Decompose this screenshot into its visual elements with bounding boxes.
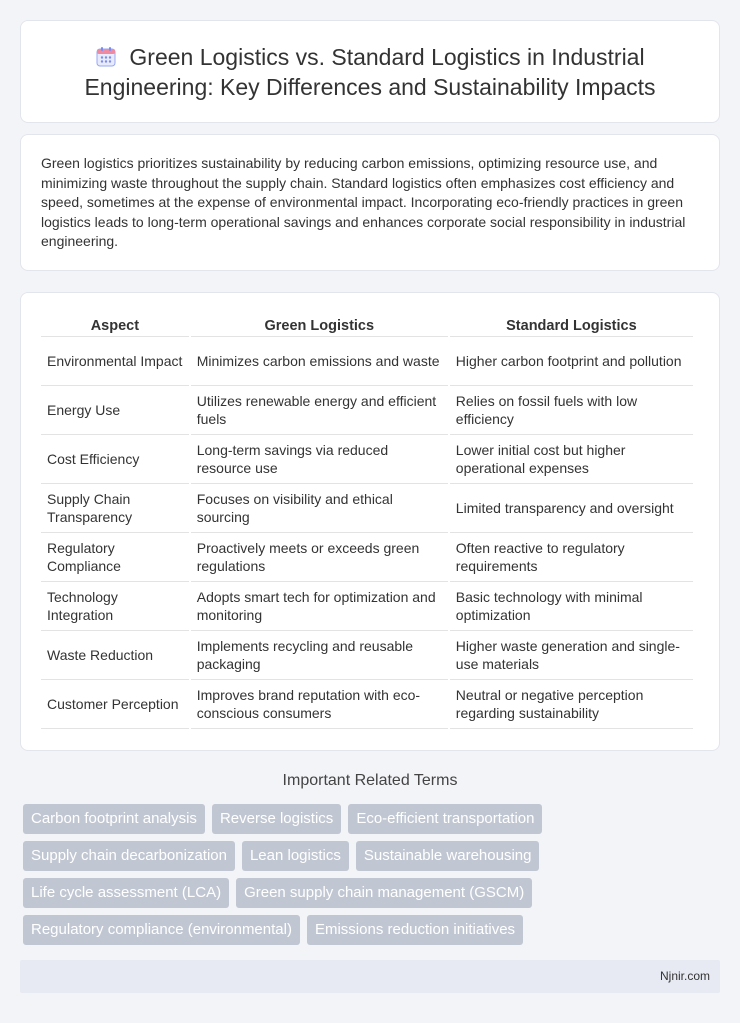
aspect-cell: Cost Efficiency <box>41 435 189 484</box>
standard-cell: Relies on fossil fuels with low efficiency <box>450 386 693 435</box>
column-header-aspect: Aspect <box>41 311 189 337</box>
table-row <box>41 533 693 582</box>
calendar-icon <box>95 45 117 67</box>
intro-paragraph: Green logistics prioritizes sustainability by reducing carbon emissions, optimizing resource use, and minimizing waste throughout the supply chain. Standard logistics often emphasizes cost efficiency and speed, sometimes at the expense of environmental impact. Incorporating eco-friendly practices in green logistics leads to long-term operational savings and enhances corporate social responsibility in industrial engineering. <box>41 155 686 249</box>
title-wrap <box>50 42 690 102</box>
green-cell: Minimizes carbon emissions and waste <box>191 337 448 386</box>
green-cell: Long-term savings via reduced resource use <box>191 435 448 484</box>
related-term-tag[interactable]: Emissions reduction initiatives <box>307 915 523 945</box>
related-terms-list <box>23 804 723 952</box>
aspect-cell: Environmental Impact <box>41 337 189 386</box>
related-term-tag[interactable]: Life cycle assessment (LCA) <box>23 878 229 908</box>
title-card <box>20 20 720 123</box>
green-cell: Implements recycling and reusable packaging <box>191 631 448 680</box>
related-term-tag[interactable]: Eco-efficient transportation <box>348 804 542 834</box>
standard-cell: Higher waste generation and single-use materials <box>450 631 693 680</box>
intro-card <box>20 134 720 271</box>
aspect-cell: Waste Reduction <box>41 631 189 680</box>
standard-cell: Often reactive to regulatory requirements <box>450 533 693 582</box>
table-row <box>41 484 693 533</box>
column-header-green: Green Logistics <box>191 311 448 337</box>
related-term-tag[interactable]: Lean logistics <box>242 841 349 871</box>
table-row <box>41 386 693 435</box>
standard-cell: Lower initial cost but higher operational expenses <box>450 435 693 484</box>
related-terms-heading: Important Related Terms <box>282 772 458 789</box>
standard-cell: Limited transparency and oversight <box>450 484 693 533</box>
footer-site-name[interactable]: Njnir.com <box>659 969 710 983</box>
table-row <box>41 680 693 729</box>
table-row <box>41 435 693 484</box>
tag-row <box>23 915 723 945</box>
comparison-table-card <box>20 292 720 751</box>
table-header-row <box>41 311 693 337</box>
green-cell: Improves brand reputation with eco-conscious consumers <box>191 680 448 729</box>
aspect-cell: Supply Chain Transparency <box>41 484 189 533</box>
aspect-cell: Technology Integration <box>41 582 189 631</box>
comparison-table <box>39 311 695 729</box>
green-cell: Adopts smart tech for optimization and monitoring <box>191 582 448 631</box>
related-term-tag[interactable]: Green supply chain management (GSCM) <box>236 878 532 908</box>
tag-row <box>23 804 723 834</box>
related-term-tag[interactable]: Carbon footprint analysis <box>23 804 205 834</box>
standard-cell: Higher carbon footprint and pollution <box>450 337 693 386</box>
related-term-tag[interactable]: Regulatory compliance (environmental) <box>23 915 300 945</box>
aspect-cell: Energy Use <box>41 386 189 435</box>
table-row <box>41 582 693 631</box>
tag-row <box>23 841 723 871</box>
green-cell: Proactively meets or exceeds green regulations <box>191 533 448 582</box>
footer <box>20 960 720 993</box>
aspect-cell: Customer Perception <box>41 680 189 729</box>
standard-cell: Basic technology with minimal optimization <box>450 582 693 631</box>
tag-row <box>23 878 723 908</box>
table-row <box>41 631 693 680</box>
green-cell: Focuses on visibility and ethical sourcing <box>191 484 448 533</box>
page-title <box>50 42 690 102</box>
related-term-tag[interactable]: Reverse logistics <box>212 804 341 834</box>
standard-cell: Neutral or negative perception regarding sustainability <box>450 680 693 729</box>
related-term-tag[interactable]: Supply chain decarbonization <box>23 841 235 871</box>
page-title-text: Green Logistics vs. Standard Logistics in Industrial Engineering: Key Differences and Sustainability Impacts <box>84 43 656 100</box>
column-header-standard: Standard Logistics <box>450 311 693 337</box>
table-row <box>41 337 693 386</box>
aspect-cell: Regulatory Compliance <box>41 533 189 582</box>
related-term-tag[interactable]: Sustainable warehousing <box>356 841 540 871</box>
green-cell: Utilizes renewable energy and efficient fuels <box>191 386 448 435</box>
